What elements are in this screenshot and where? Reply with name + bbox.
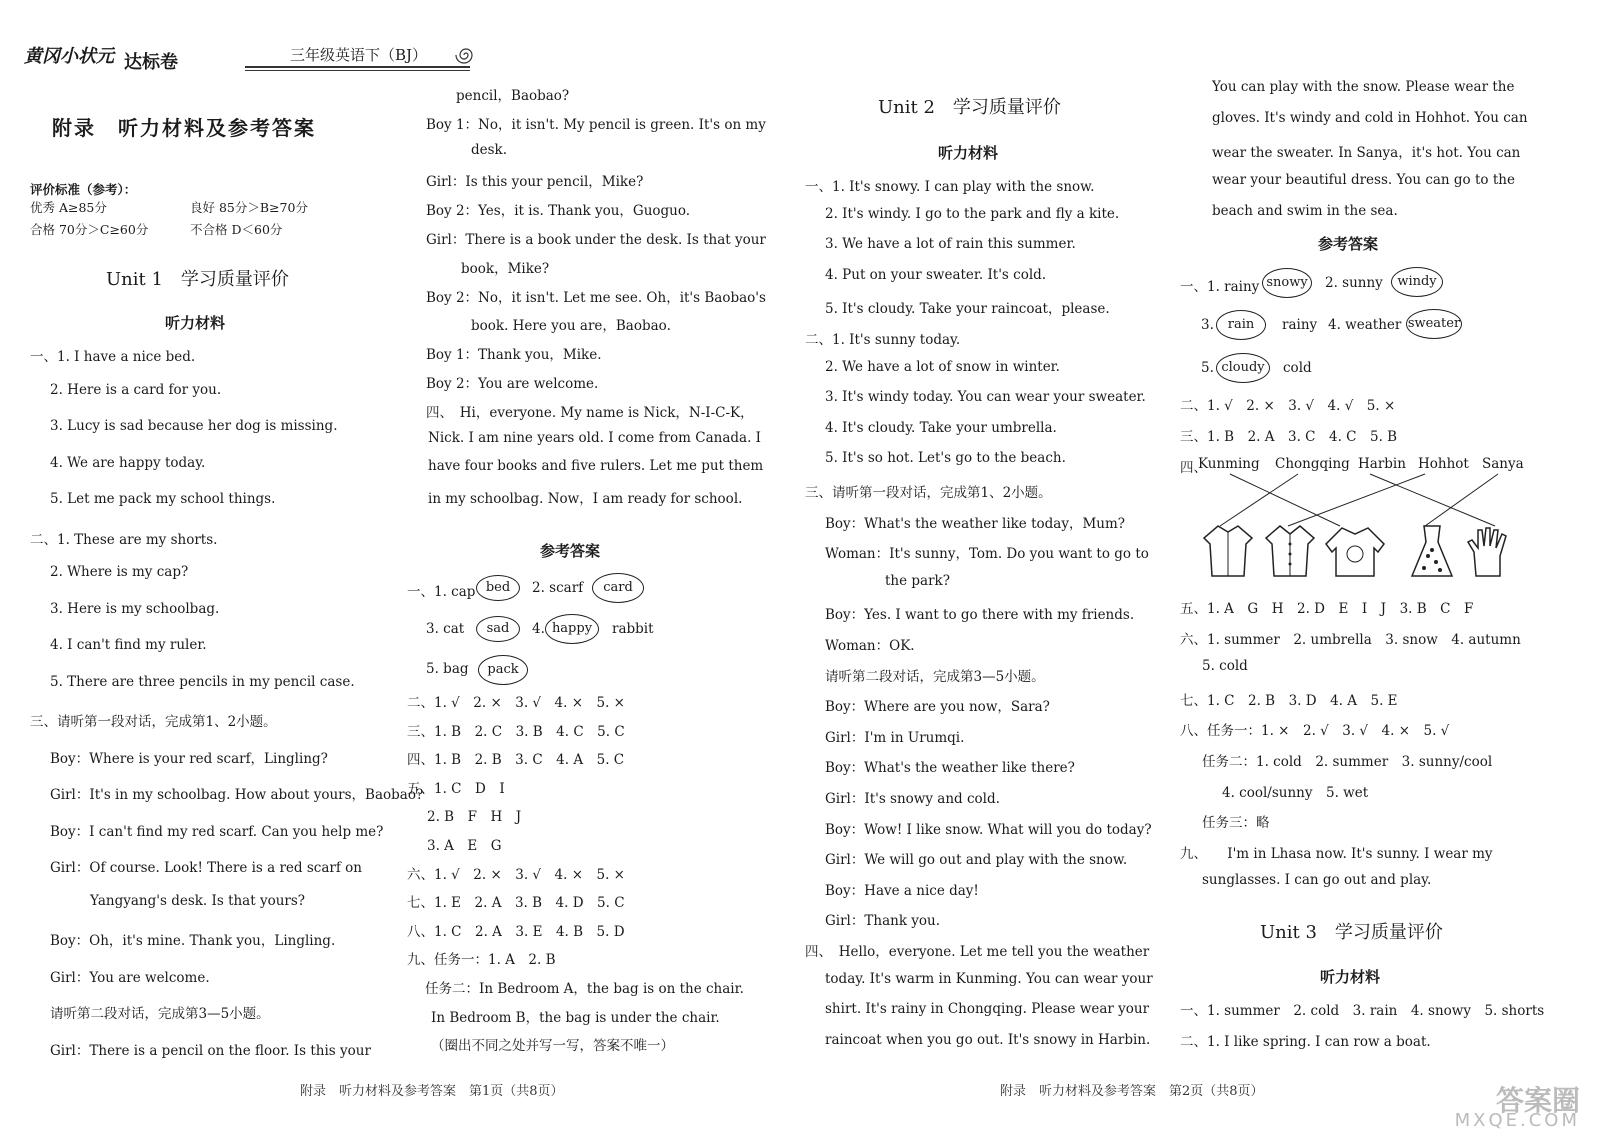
u2-col3-line: raincoat when you go out. It's snowy in Harbin.: [825, 1031, 1151, 1048]
u3-line-1: 一、1. summer 2. cold 3. rain 4. snowy 5. shorts: [1180, 1003, 1545, 1019]
u1-col2-line: book，Mike?: [461, 260, 550, 277]
u1-ans-line: 七、1. E 2. A 3. B 4. D 5. C: [407, 895, 625, 912]
criteria-c: 合格 70分＞C≥60分: [30, 222, 149, 237]
u2-ans3-a: 5.: [1201, 360, 1214, 376]
city-kunming: Kunming: [1198, 456, 1260, 472]
u2-col4-line: wear the sweater. In Sanya，it's hot. You can: [1212, 145, 1521, 161]
unit1-listening-title: 听力材料: [165, 314, 226, 332]
footer-right: 附录 听力材料及参考答案 第2页（共8页）: [1000, 1084, 1264, 1099]
u2-more-line: 4. cool/sunny 5. wet: [1222, 784, 1369, 801]
u2-ans1-a: 一、1. rainy: [1180, 279, 1260, 295]
u2-col3-line: Boy：Have a nice day!: [825, 882, 979, 899]
sweater-icon: [1322, 522, 1388, 580]
u2-ans-line: 三、1. B 2. A 3. C 4. C 5. B: [1180, 429, 1398, 445]
u2-more-line: 八、任务一：1. × 2. √ 3. √ 4. × 5. √: [1180, 723, 1450, 740]
right-page: [800, 0, 1600, 1137]
u2-more-line: 六、1. summer 2. umbrella 3. snow 4. autumn: [1180, 631, 1521, 648]
u2-ans1-oval1: snowy: [1262, 268, 1312, 298]
u2-ans3-b: cold: [1283, 360, 1312, 376]
u2-ans1-b: 2. sunny: [1325, 275, 1383, 291]
u1-col2-line: Nick. I am nine years old. I come from Canada. I: [428, 429, 762, 446]
u2-col3-line: 4. It's cloudy. Take your umbrella.: [825, 419, 1057, 436]
u1-ans1-a: 一、1. cap: [407, 584, 476, 600]
u2-col3-line: 5. It's cloudy. Take your raincoat，please.: [825, 301, 1110, 318]
u2-more-line: 七、1. C 2. B 3. D 4. A 5. E: [1180, 692, 1398, 709]
u1-col1-line: Girl：You are welcome.: [50, 969, 210, 986]
u1-ans2-b: 4.: [532, 621, 545, 637]
u2-col3-line: shirt. It's rainy in Chongqing. Please wear your: [825, 1001, 1150, 1018]
u1-col2-line: Boy 2：No，it isn't. Let me see. Oh，it's Baobao's: [426, 289, 766, 306]
u1-ans-line: 3. A E G: [427, 838, 502, 854]
u1-col1-line: 5. There are three pencils in my pencil case.: [50, 673, 355, 690]
u2-col3-line: 2. It's windy. I go to the park and fly a kite.: [825, 205, 1120, 222]
u1-col2-line: Girl：Is this your pencil，Mike?: [426, 174, 644, 191]
city-harbin: Harbin: [1358, 456, 1406, 472]
dress-icon: [1404, 522, 1460, 580]
u2-col3-line: 4. Put on your sweater. It's cold.: [825, 266, 1047, 283]
u2-col3-line: Girl：I'm in Urumqi.: [825, 729, 965, 746]
u2-col3-line: Girl：Thank you.: [825, 913, 941, 930]
u1-col2-line: book. Here you are，Baobao.: [471, 318, 671, 335]
u1-col1-line: 二、1. These are my shorts.: [30, 531, 218, 548]
u2-col3-line: 2. We have a lot of snow in winter.: [825, 358, 1060, 375]
u1-col2-line: Boy 1：No，it isn't. My pencil is green. It's on my: [426, 116, 766, 133]
u1-col1-line: 4. We are happy today.: [50, 454, 206, 471]
u3-line-2: 二、1. I like spring. I can row a boat.: [1180, 1034, 1431, 1050]
criteria-label: 评价标准（参考）：: [30, 182, 137, 197]
u1-col1-line: 4. I can't find my ruler.: [50, 637, 207, 653]
unit3-title: Unit 3 学习质量评价: [1260, 922, 1443, 943]
gloves-icon: [1460, 522, 1516, 580]
matching-lines: [1180, 470, 1520, 530]
u2-col4-line: beach and swim in the sea.: [1212, 203, 1398, 219]
u1-col2-line: pencil，Baobao?: [456, 88, 570, 104]
criteria-d: 不合格 D＜60分: [190, 222, 283, 237]
u2-more-line: sunglasses. I can go out and play.: [1202, 872, 1432, 889]
u1-ans-line: 2. B F H J: [427, 809, 522, 826]
unit2-title: Unit 2 学习质量评价: [878, 97, 1061, 118]
series-logo: 黄冈小状元: [24, 46, 114, 67]
u2-col3-line: 请听第二段对话，完成第3—5小题。: [825, 668, 1045, 685]
u1-ans-line: In Bedroom B，the bag is under the chair.: [431, 1009, 720, 1026]
u1-col1-line: Girl：There is a pencil on the floor. Is this your: [50, 1042, 371, 1059]
u1-ans-line: 三、1. B 2. C 3. B 4. C 5. C: [407, 723, 625, 740]
u1-ans1-oval1: bed: [476, 575, 520, 601]
u2-col3-line: Boy：Where are you now，Sara?: [825, 699, 1050, 716]
unit2-answers-title: 参考答案: [1318, 235, 1379, 253]
u2-col3-line: Woman：OK.: [825, 638, 915, 654]
u1-col1-line: 5. Let me pack my school things.: [50, 491, 276, 507]
u2-col3-line: the park?: [885, 572, 950, 589]
u1-ans1-b: 2. scarf: [532, 580, 584, 596]
u2-col3-line: Boy：Wow! I like snow. What will you do today?: [825, 821, 1152, 838]
u1-ans3-a: 5. bag: [426, 661, 469, 677]
u2-col3-line: 3. It's windy today. You can wear your sweater.: [825, 389, 1146, 406]
u2-col3-line: Woman：It's sunny，Tom. Do you want to go to: [825, 546, 1149, 563]
u1-col2-line: 四、 Hi，everyone. My name is Nick，N-I-C-K，: [426, 404, 754, 421]
u1-ans2-a: 3. cat: [426, 621, 465, 637]
u2-more-line: 5. cold: [1202, 658, 1248, 675]
u1-col2-line: Boy 2：You are welcome.: [426, 376, 599, 392]
u2-col3-line: Girl：It's snowy and cold.: [825, 791, 1000, 807]
u2-more-line: 任务三：略: [1202, 815, 1270, 832]
u1-ans-line: （圈出不同之处并写一写，答案不唯一）: [431, 1038, 674, 1055]
city-chongqing: Chongqing: [1275, 456, 1350, 472]
watermark: 答案圈: [1495, 1084, 1580, 1117]
u1-ans-line: 九、任务一：1. A 2. B: [407, 952, 556, 969]
u2-col3-line: 三、请听第一段对话，完成第1、2小题。: [805, 485, 1052, 501]
u2-col3-line: today. It's warm in Kunming. You can wear your: [825, 970, 1153, 987]
u1-col1-line: 2. Here is a card for you.: [50, 381, 222, 398]
u2-more-line: 任务二：1. cold 2. summer 3. sunny/cool: [1202, 754, 1493, 770]
appendix-title: 附录 听力材料及参考答案: [52, 116, 316, 140]
u1-col1-line: 一、1. I have a nice bed.: [30, 349, 196, 365]
u2-col3-line: 二、1. It's sunny today.: [805, 332, 961, 348]
criteria-b: 良好 85分＞B≥70分: [190, 200, 308, 215]
u2-col3-line: 四、 Hello，everyone. Let me tell you the weather: [805, 944, 1150, 960]
shirt-icon: [1262, 522, 1318, 580]
u1-ans-line: 五、1. C D I: [407, 780, 505, 797]
footer-left: 附录 听力材料及参考答案 第1页（共8页）: [300, 1084, 564, 1099]
u2-col3-line: Girl：We will go out and play with the snow.: [825, 852, 1128, 869]
u1-col1-line: 3. Here is my schoolbag.: [50, 600, 220, 617]
u1-col1-line: 请听第二段对话，完成第3—5小题。: [50, 1006, 270, 1022]
u2-ans2-a: 3.: [1201, 317, 1214, 333]
u1-ans1-oval2: card: [592, 573, 644, 603]
u2-ans1-oval2: windy: [1391, 267, 1443, 297]
u1-ans2-oval1: sad: [476, 616, 520, 642]
u1-col2-line: desk.: [471, 141, 508, 158]
u2-col3-line: Boy：What's the weather like there?: [825, 760, 1075, 777]
u1-col2-line: have four books and five rulers. Let me put them: [428, 458, 764, 475]
u2-col3-line: 3. We have a lot of rain this summer.: [825, 236, 1076, 253]
u1-ans-line: 六、1. √ 2. × 3. √ 4. × 5. ×: [407, 866, 625, 883]
u1-ans2-oval2: happy: [545, 614, 599, 644]
u1-ans-line: 任务二：In Bedroom A，the bag is on the chair.: [425, 981, 744, 997]
book-title: 三年级英语下（BJ）: [290, 46, 428, 64]
u1-col1-line: Girl：Of course. Look! There is a red scarf on: [50, 860, 362, 876]
u1-col1-line: Boy：Where is your red scarf，Lingling?: [50, 750, 328, 767]
u2-more-line: 五、1. A G H 2. D E I J 3. B C F: [1180, 601, 1474, 617]
u2-col4-line: gloves. It's windy and cold in Hohhot. You can: [1212, 110, 1528, 126]
u1-col2-line: in my schoolbag. Now，I am ready for school.: [428, 491, 743, 508]
u2-ans2-c: 4. weather: [1328, 317, 1402, 333]
u2-col3-line: 5. It's so hot. Let's go to the beach.: [825, 450, 1066, 467]
u2-col4-line: You can play with the snow. Please wear the: [1212, 79, 1515, 95]
criteria-a: 优秀 A≥85分: [30, 200, 107, 215]
u2-col3-line: Boy：What's the weather like today，Mum?: [825, 515, 1126, 532]
series-brand: 达标卷: [124, 52, 178, 73]
u2-ans-line: 二、1. √ 2. × 3. √ 4. √ 5. ×: [1180, 398, 1396, 414]
city-sanya: Sanya: [1482, 456, 1524, 472]
u1-col1-line: 2. Where is my cap?: [50, 564, 189, 580]
u2-ans2-oval1: rain: [1216, 310, 1266, 340]
unit1-title: Unit 1 学习质量评价: [106, 269, 289, 290]
u2-ans2-oval2: sweater: [1406, 309, 1462, 339]
u2-more-line: 九、 I'm in Lhasa now. It's sunny. I wear my: [1180, 845, 1493, 862]
u2-ans3-oval1: cloudy: [1216, 353, 1270, 383]
watermark-sub: MXQE.COM: [1454, 1110, 1580, 1131]
header-rule-thin: [245, 70, 470, 71]
u1-col1-line: Boy：I can't find my red scarf. Can you help me?: [50, 823, 384, 840]
u1-ans-line: 四、1. B 2. B 3. C 4. A 5. C: [407, 752, 625, 769]
raincoat-icon: [1200, 522, 1256, 580]
u1-col2-line: Boy 1：Thank you，Mike.: [426, 347, 602, 364]
unit2-listening-title: 听力材料: [938, 144, 999, 162]
u2-col4-line: wear your beautiful dress. You can go to the: [1212, 172, 1515, 188]
header-rule: [245, 66, 470, 68]
u1-col1-line: Girl：It's in my schoolbag. How about yours，Baobao?: [50, 787, 424, 803]
spiral-icon: [455, 44, 477, 66]
u1-ans-line: 二、1. √ 2. × 3. √ 4. × 5. ×: [407, 695, 625, 711]
u2-ans2-b: rainy: [1282, 317, 1318, 333]
u1-col2-line: Girl：There is a book under the desk. Is that your: [426, 232, 766, 248]
u1-col2-line: Boy 2：Yes，it is. Thank you，Guoguo.: [426, 203, 691, 220]
unit3-listening-title: 听力材料: [1320, 968, 1381, 986]
u1-ans3-oval1: pack: [478, 655, 528, 685]
city-hohhot: Hohhot: [1418, 456, 1469, 472]
u1-col1-line: 三、请听第一段对话，完成第1、2小题。: [30, 714, 277, 730]
u2-cities-label: 四、: [1180, 460, 1207, 476]
u2-col3-line: 一、1. It's snowy. I can play with the snow.: [805, 179, 1095, 195]
u2-col3-line: Boy：Yes. I want to go there with my friends.: [825, 607, 1135, 624]
u1-col1-line: Boy：Oh，it's mine. Thank you，Lingling.: [50, 933, 336, 949]
u1-ans2-c: rabbit: [612, 621, 654, 637]
u1-ans-line: 八、1. C 2. A 3. E 4. B 5. D: [407, 923, 625, 940]
unit1-answers-title: 参考答案: [540, 542, 601, 560]
u1-col1-line: Yangyang's desk. Is that yours?: [90, 892, 306, 909]
u1-col1-line: 3. Lucy is sad because her dog is missing.: [50, 418, 338, 434]
